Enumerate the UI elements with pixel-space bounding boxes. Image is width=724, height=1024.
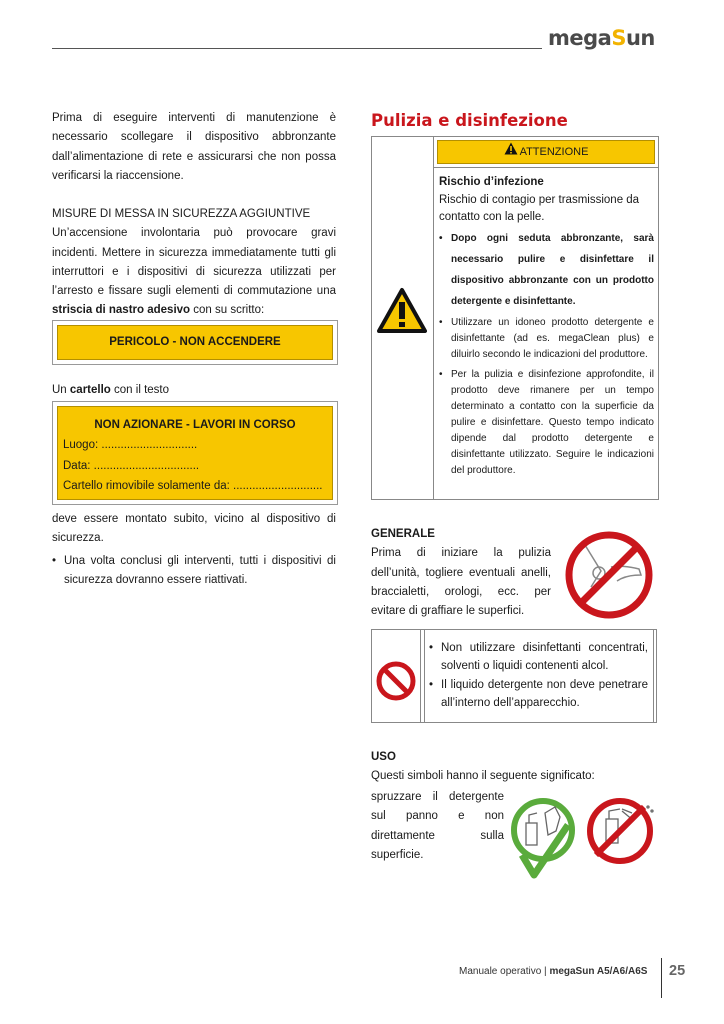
bullet-item: • Una volta conclusi gli interventi, tutti i dispositivi di sicurezza dovranno essere riattivati.: [52, 554, 336, 586]
pericolo-box: [52, 320, 338, 365]
cartello-rimovibile: Cartello rimovibile solamente da: ............................: [63, 480, 323, 492]
generale-section: [371, 525, 551, 621]
cartello-intro: Un cartello con il testo: [52, 384, 169, 396]
prohibition-content: [424, 629, 654, 723]
cartello-data: Data: .................................: [63, 460, 200, 472]
footer-divider: [661, 958, 662, 998]
rischio-title: Rischio d’infezione: [439, 176, 544, 188]
section-title: Pulizia e disinfezione: [371, 111, 568, 130]
prohibition-bullet-1: • Non utilizzare disinfettanti concentrati, solventi o liquidi contenenti alcol.: [429, 642, 648, 672]
warning-small-icon: [504, 141, 518, 163]
warning-text: [434, 168, 658, 479]
warning-table: [371, 136, 659, 500]
rischio-text: Rischio di contagio per trasmissione da contatto con la pelle.: [439, 194, 640, 223]
page-number: 25: [669, 963, 686, 979]
prohibition-icon: [376, 661, 416, 701]
deve-paragraph: deve essere montato subito, vicino al dispositivo di sicurezza. • Una volta conclusi gli interventi, tutti i dispositivi di sicurezza dovranno essere riattivati.: [52, 510, 336, 590]
cartello-title: NON AZIONARE - LAVORI IN CORSO: [94, 419, 296, 431]
megasun-logo: megaSun: [548, 26, 655, 50]
uso-explanation: spruzzare il detergente sul panno e non direttamente sulla superficie.: [371, 791, 504, 861]
warning-symbol-cell: [372, 137, 434, 499]
intro-paragraph: Prima di eseguire interventi di manutenzione è necessario scollegare il dispositivo abbronzante dall’alimentazione di rete e assicurarsi che non possa verificarsi la riaccensione.: [52, 112, 336, 182]
uso-section: [371, 748, 661, 787]
footer-text: Manuale operativo | megaSun A5/A6/A6S: [459, 966, 648, 977]
prohibition-table: [371, 629, 657, 723]
uso-text: Questi simboli hanno il seguente significato:: [371, 770, 595, 783]
cartello-luogo: Luogo: ..............................: [63, 439, 198, 451]
warning-bullet-1: • Dopo ogni seduta abbronzante, sarà necessario pulire e disinfettare il dispositivo abbronzante con un prodotto detergente e disinfettante.: [439, 233, 654, 307]
prohibition-symbol-cell: [372, 630, 421, 722]
cartello-box: [52, 401, 338, 505]
warning-content: [434, 137, 658, 479]
header-rule: [52, 48, 542, 49]
misure-section: [52, 205, 336, 321]
misure-heading: MISURE DI MESSA IN SICUREZZA AGGIUNTIVE: [52, 208, 311, 220]
pericolo-label: PERICOLO - NON ACCENDERE: [57, 325, 333, 360]
warning-triangle-icon: [377, 287, 427, 333]
attenzione-bar: ATTENZIONE: [437, 140, 655, 164]
generale-title: GENERALE: [371, 528, 435, 540]
generale-text: Prima di iniziare la pulizia dell’unità, togliere eventuali anelli, braccialetti, orologi, ecc. per evitare di graffiare le superfici.: [371, 547, 551, 618]
warning-bullet-2: • Utilizzare un idoneo prodotto detergente e disinfettante (ad es. megaClean plus) e diluirlo secondo le indicazioni del produttore.: [439, 317, 654, 360]
incorrect-spray-icon: [582, 793, 662, 869]
no-jewelry-icon: [561, 527, 657, 623]
uso-title: USO: [371, 751, 396, 763]
prohibition-bullet-2: • Il liquido detergente non deve penetrare all’interno dell’apparecchio.: [429, 679, 648, 709]
correct-spray-icon: [510, 795, 582, 881]
warning-bullet-3: • Per la pulizia e disinfezione approfondite, il prodotto deve rimanere per un tempo determinato a contatto con la superficie da pulire e disinfettare. Questo tempo indicato dipende dal prodotto detergente e disinfettante utilizzato. Seguire le indicazioni del produttore.: [439, 369, 654, 476]
misure-text: Un’accensione involontaria può provocare gravi incidenti. Mettere in sicurezza immediatamente tutti gli interruttori e i dispositivi di sicurezza utilizzati per l’arresto e fissare sugli elementi di commutazione una striscia di nastro adesivo con su scritto:: [52, 227, 336, 317]
